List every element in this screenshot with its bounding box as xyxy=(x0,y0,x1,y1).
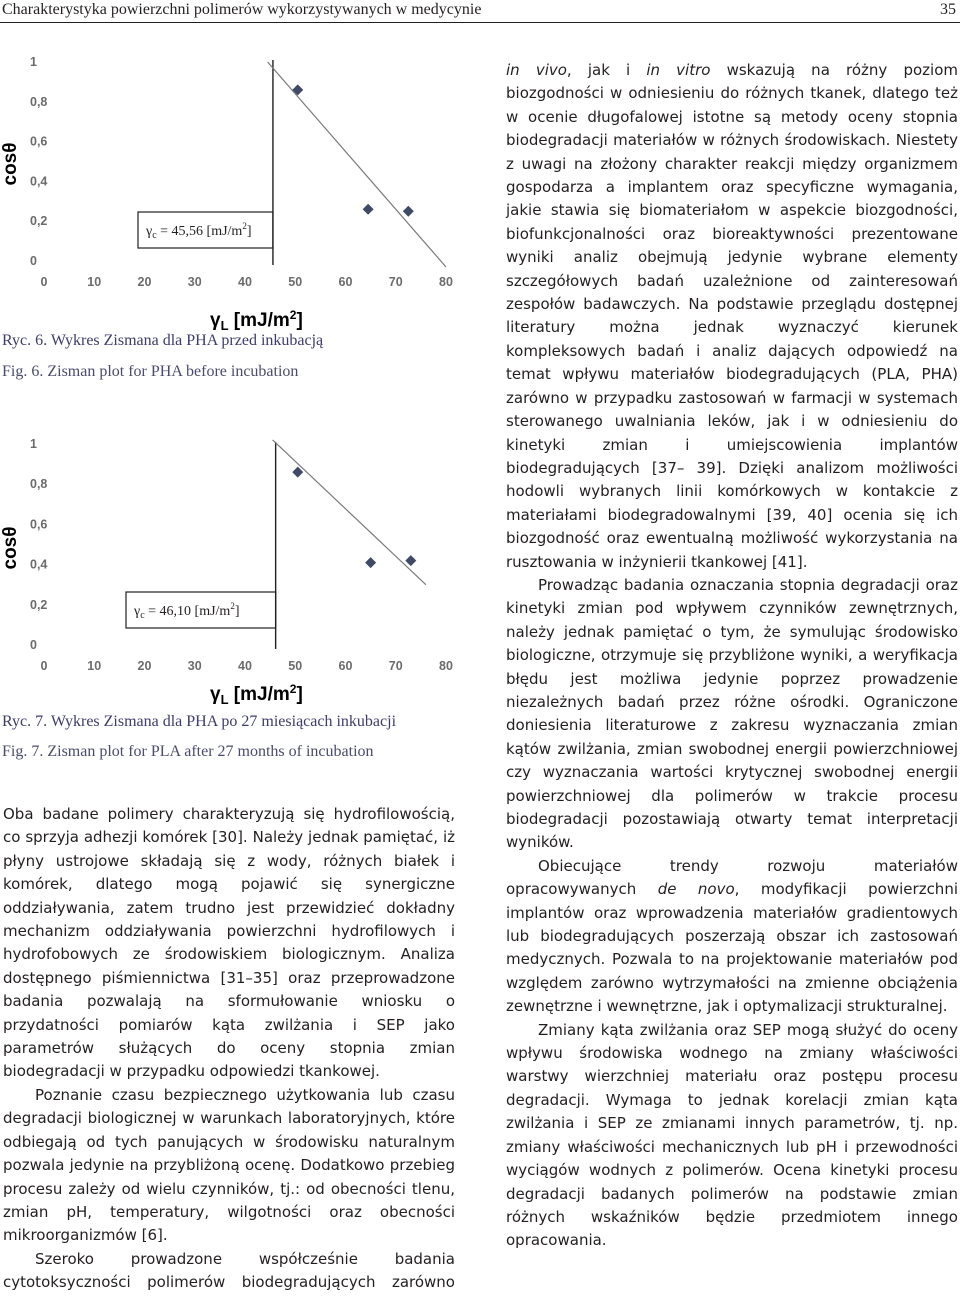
critical-tension-label: $\gamma_c = 46,10$ $[mJ/m^2]$ xyxy=(134,601,240,621)
y-tick-label: 0 xyxy=(30,254,37,268)
y-axis-label: cosθ xyxy=(0,526,21,570)
x-tick-label: 60 xyxy=(338,275,353,289)
y-tick-label: 0,8 xyxy=(30,94,48,109)
x-tick-label: 60 xyxy=(338,659,353,673)
in-vitro-italic: in vitro xyxy=(646,61,711,79)
right-column xyxy=(506,59,958,1253)
page-number: 35 xyxy=(940,1,956,18)
figure-7-zisman-chart xyxy=(0,434,470,706)
in-vivo-italic: in vivo xyxy=(506,61,567,79)
right-paragraph-3-b: , modyfikacji powierzchni implantów oraz wprowadzenia materiałów gradientowych lub biodegradujących poszerzają obszar ich zastosowań medycznych. Pozwala to na projektowanie materiałów pod względem zarówno wytrzymałości na zmienne obciążenia zewnętrzne i wewnętrzne, jak i optymalizacji strukturalnej. xyxy=(506,880,958,1016)
figure-7-caption-pl: Ryc. 7. Wykres Zismana dla PHA po 27 miesiącach inkubacji xyxy=(2,713,397,730)
x-tick-label: 50 xyxy=(288,659,303,673)
y-tick-label: 1 xyxy=(30,437,37,451)
right-paragraph-3 xyxy=(506,855,958,1019)
x-tick-label: 70 xyxy=(388,275,403,289)
running-header-title: Charakterystyka powierzchni polimerów wykorzystywanych w medycynie xyxy=(2,1,482,18)
right-paragraph-1-mid: , jak i xyxy=(566,61,647,79)
y-tick-label: 0,2 xyxy=(30,597,48,612)
x-tick-label: 80 xyxy=(439,275,453,289)
right-paragraph-3-a: Obiecujące trendy rozwoju materiałów opracowywanych xyxy=(506,856,958,899)
right-paragraph-2: Prowadząc badania oznaczania stopnia degradacji oraz kinetyki zmian pod wpływem czynników zewnętrznych, należy jednak pamiętać o tym, że symulując środowisko biologiczne, otrzymuje się przybliżone wyniki, a weryfikacja błędu jest możliwa jedynie poprzez prowadzenie niezależnych badań przez różne ośrodki. Ograniczone doniesienia literaturowe z zakresu wyznaczania zmian kątów zwilżania, zmian swobodnej energii powierzchniowej czy wyznaczania wartości krytycznej swobodnej energii powierzchniowej dla polimerów w trakcie procesu biodegradacji pozostawiają otwarty temat interpretacji wyników. xyxy=(506,575,958,852)
x-tick-label: 70 xyxy=(388,659,403,673)
x-tick-label: 20 xyxy=(137,275,152,289)
figure-6-zisman-chart xyxy=(0,54,470,332)
trendline xyxy=(268,62,446,267)
y-tick-label: 0,8 xyxy=(30,477,48,492)
figure-6-caption-pl: Ryc. 6. Wykres Zismana dla PHA przed inkubacją xyxy=(2,332,324,349)
data-point xyxy=(363,204,374,215)
x-axis-label: $\gamma_L$ $[mJ/m^2]$ xyxy=(210,308,303,332)
y-tick-label: 0,6 xyxy=(30,134,48,149)
x-tick-label: 0 xyxy=(40,659,48,673)
x-tick-label: 40 xyxy=(238,659,252,673)
left-paragraph-3: Szeroko prowadzone współcześnie badania cytotoksyczności polimerów biodegradujących zarówno xyxy=(3,1249,455,1292)
x-tick-label: 80 xyxy=(439,659,453,673)
y-tick-label: 0,4 xyxy=(30,557,48,572)
x-tick-label: 40 xyxy=(238,275,252,289)
left-column xyxy=(3,803,455,1295)
left-paragraph-2: Poznanie czasu bezpiecznego użytkowania lub czasu degradacji biologicznej w warunkach laboratoryjnych, które odbiegają od tych panujących w środowisku naturalnym pozwala jedynie na przybliżoną ocenę. Dodatkowo przebieg procesu zależy od wielu czynników, tj.: od obecności tlenu, zmian pH, temperatury, wilgotności oraz obecności mikroorganizmów [6]. xyxy=(3,1085,455,1245)
x-axis-label: $\gamma_L$ $[mJ/m^2]$ xyxy=(210,682,303,706)
y-tick-label: 0,4 xyxy=(30,174,48,189)
figure-6-caption-en: Fig. 6. Zisman plot for PHA before incubation xyxy=(2,363,299,380)
y-axis-label: cosθ xyxy=(0,142,21,186)
data-point xyxy=(365,557,376,568)
y-tick-label: 0 xyxy=(30,638,37,652)
critical-tension-label: $\gamma_c = 45,56$ $[mJ/m^2]$ xyxy=(146,221,252,241)
de-novo-italic: de novo xyxy=(657,880,735,899)
left-paragraph-1: Oba badane polimery charakteryzują się hydrofilowością, co sprzyja adhezji komórek [30]. Należy jednak pamiętać, iż płyny ustrojowe składają się z wody, różnych białek i komórek, dlatego mogą pojawić się synergiczne oddziaływania, zatem trudno jest przewidzieć dokładny mechanizm oddziaływania powierzchni hydrofilowych i hydrofobowych ze środowiskiem biologicznym. Analiza dostępnego piśmiennictwa [31–35] oraz przeprowadzone badania pozwalają na sformułowanie wniosku o przydatności pomiarów kąta zwilżania i SEP jako parametrów służących do oceny stopnia zmian biodegradacji w przypadku odpowiedzi tkankowej. xyxy=(3,805,455,1081)
right-paragraph-4: Zmiany kąta zwilżania oraz SEP mogą służyć do oceny wpływu środowiska wodnego na zmiany właściwości warstwy wierzchniej materiału oraz postępu procesu degradacji. Wymaga to jednak korelacji zmian kąta zwilżania i SEP ze zmianami innych parametrów, tj. np. zmiany właściwości mechanicznych lub pH i przewodności wyciągów wodnych z polimerów. Ocena kinetyki procesu degradacji badanych polimerów na podstawie zmian różnych wskaźników będzie przedmiotem innego opracowania. xyxy=(506,1020,958,1250)
y-tick-label: 0,6 xyxy=(30,517,48,532)
figure-7-svg xyxy=(0,434,470,706)
x-tick-label: 30 xyxy=(187,659,202,673)
x-tick-label: 20 xyxy=(137,659,152,673)
data-point xyxy=(292,467,303,478)
header-rule xyxy=(0,22,960,23)
x-tick-label: 0 xyxy=(40,275,48,289)
x-tick-label: 10 xyxy=(87,659,102,673)
running-header xyxy=(0,0,960,20)
data-point xyxy=(405,555,416,566)
x-tick-label: 30 xyxy=(187,275,202,289)
right-paragraph-1-rest: wskazują na różny poziom biozgodności w odniesieniu do różnych tkanek, dlatego też w ocenie długofalowej istotne są metody oceny stopnia biodegradacji materiałów w różnych środowiskach. Niestety z uwagi na złożony charakter reakcji między organizmem gospodarza a implantem oraz specyficzne wymagania, jakie stawia się biomateriałom w aspekcie biozgodności, biofunkcjonalności oraz bioreaktywności prezentowane wyniki analiz obejmują jedynie wybrane elementy szczegółowych badań uzależnione od zainteresowań zespołów badawczych. Na podstawie przeglądu dostępnej literatury można jednak wyznaczyć kierunek kompleksowych badań i analiz dających odpowiedź na temat wpływu materiałów biodegradujących (PLA, PHA) zarówno w przypadku zastosowań w farmacji w systemach sterowanego uwalniania leków, jak i w odniesieniu do kinetyki zmian i umiejscowienia implantów biodegradujących [37– 39]. Dzięki analizom możliwości hodowli wybranych linii komórkowych w kontakcie z materiałami biodegradowalnymi [39, 40] ocenia się ich biozgodność oraz ewentualną możliwość wykorzystania na rusztowania w inżynierii tkankowej [41]. xyxy=(506,61,958,571)
x-tick-label: 50 xyxy=(288,275,303,289)
x-tick-label: 10 xyxy=(87,275,102,289)
data-point xyxy=(292,84,303,95)
y-tick-label: 1 xyxy=(30,55,37,69)
figure-7-caption-en: Fig. 7. Zisman plot for PLA after 27 months of incubation xyxy=(2,743,374,760)
y-tick-label: 0,2 xyxy=(30,214,48,229)
trendline xyxy=(273,440,426,585)
figure-6-svg xyxy=(0,54,470,332)
right-paragraph-1 xyxy=(506,59,958,574)
data-point xyxy=(403,206,414,217)
